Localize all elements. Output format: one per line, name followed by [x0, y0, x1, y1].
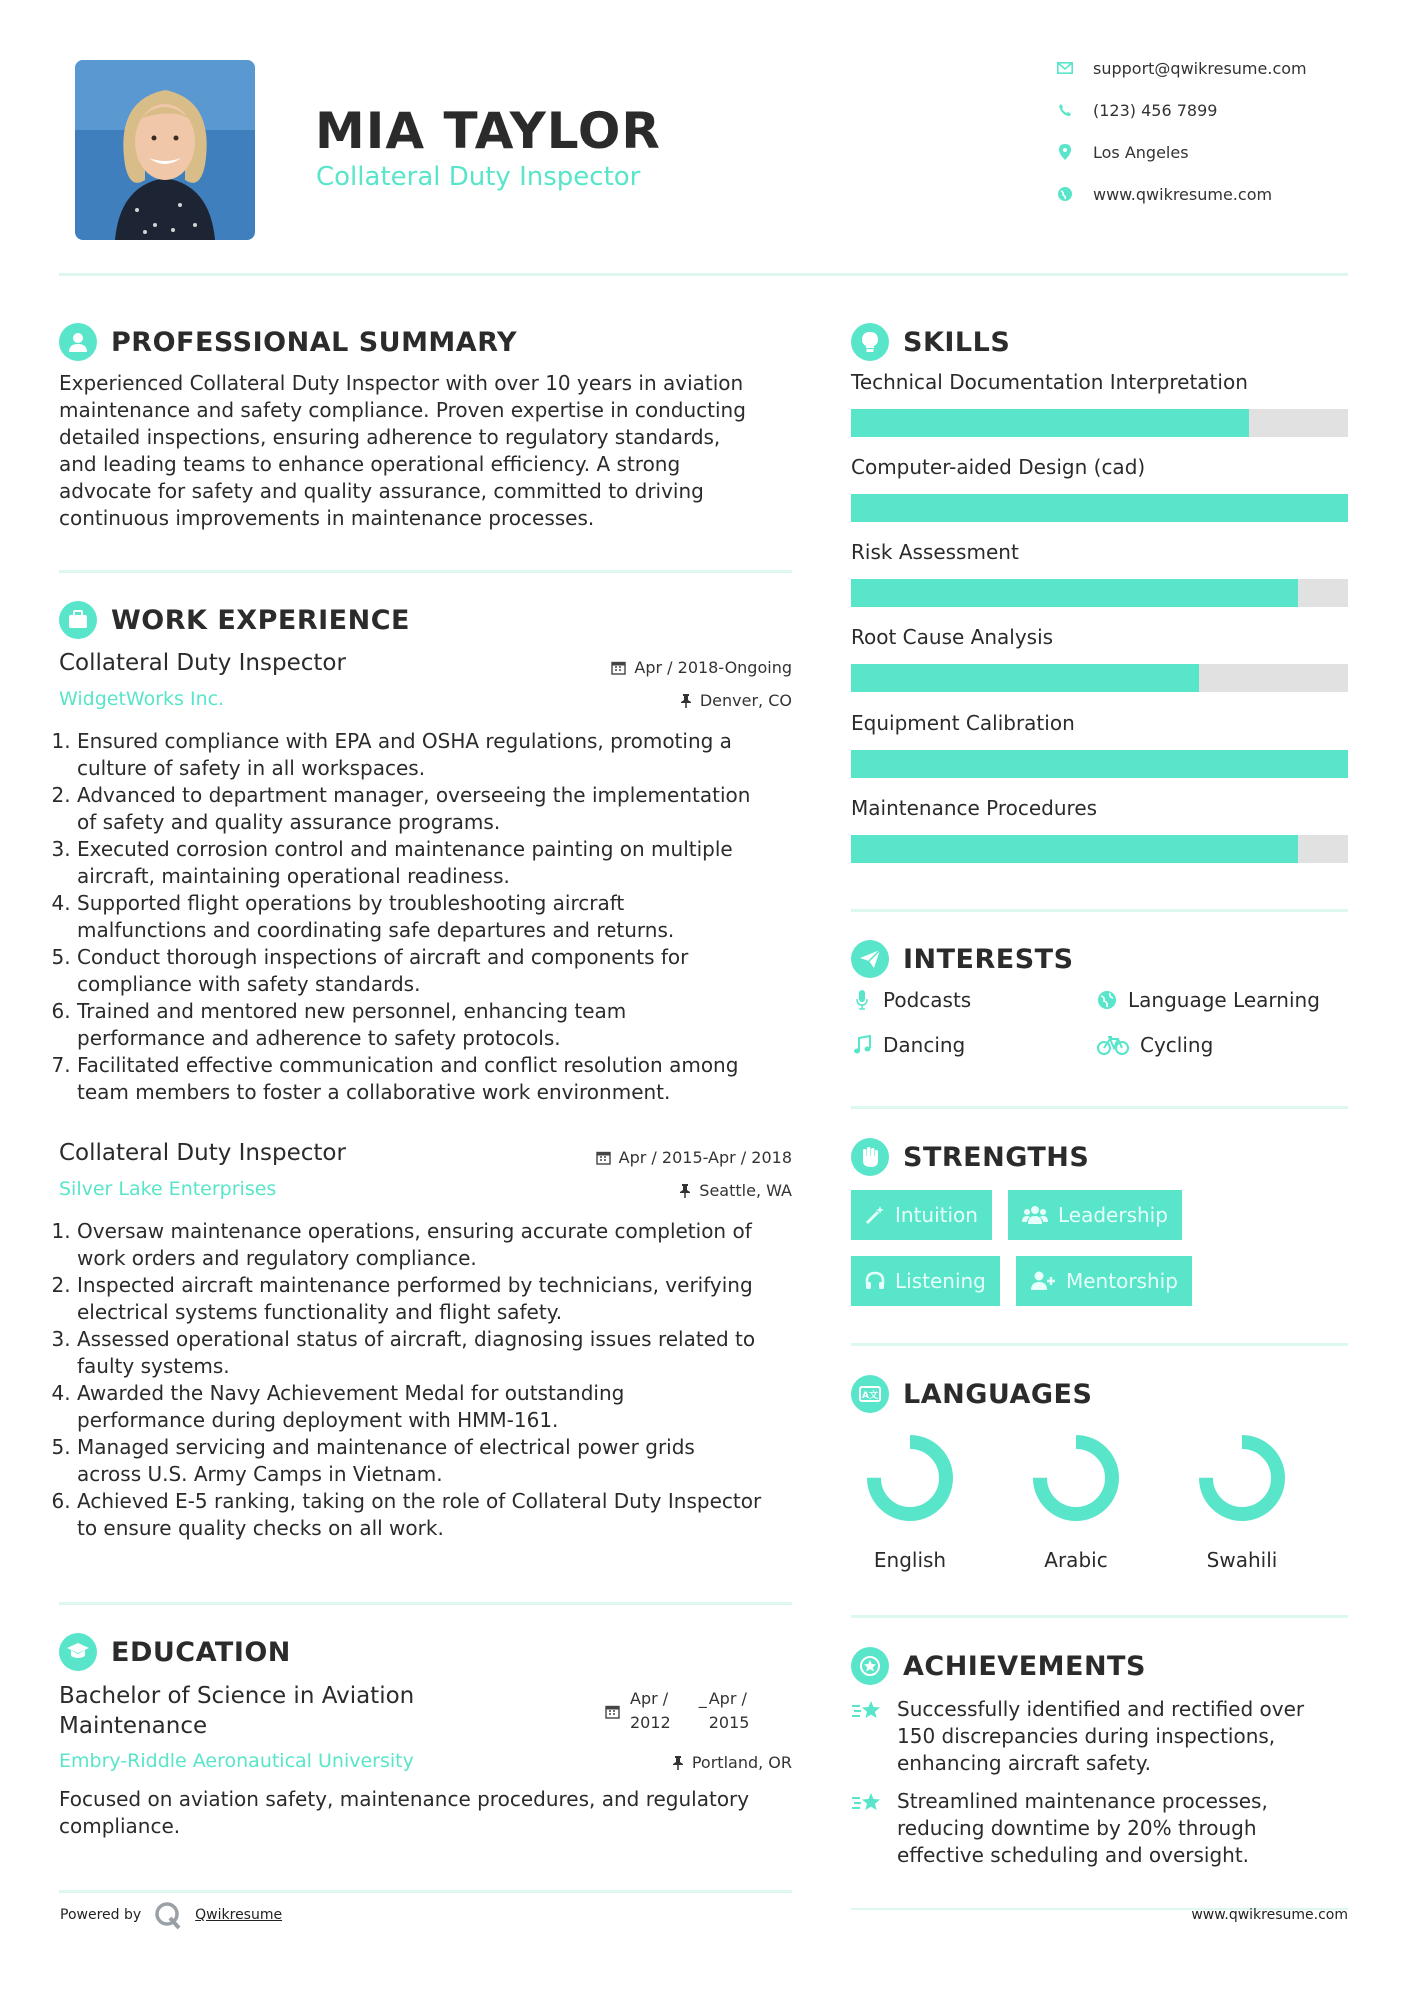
- microphone-icon: [851, 990, 873, 1010]
- job-1-location-text: Denver, CO: [699, 691, 792, 710]
- language-level-arc: [1040, 1442, 1112, 1514]
- contact-phone[interactable]: [1055, 100, 1217, 120]
- list-item: 7. Facilitated effective communication and conflict resolution among team members to foster a collaborative work environment.: [77, 1052, 799, 1106]
- list-item: 4. Supported flight operations by troubleshooting aircraft malfunctions and coordinating safe departures and returns.: [77, 890, 799, 944]
- bicycle-icon: [1096, 1035, 1130, 1055]
- interests-heading-label: INTERESTS: [903, 943, 1074, 975]
- language-item: [1187, 1428, 1297, 1572]
- language-card-icon: [851, 1375, 889, 1413]
- shooting-star-icon: [851, 1788, 885, 1869]
- job-2-date-text: Apr / 2015-Apr / 2018: [618, 1148, 792, 1167]
- skill-name: Technical Documentation Interpretation: [851, 370, 1248, 394]
- job-1-bullets: [59, 728, 799, 1106]
- graduation-cap-icon: [59, 1633, 97, 1671]
- paper-plane-icon: [851, 940, 889, 978]
- star-badge-icon: [851, 1647, 889, 1685]
- list-item: 4. Awarded the Navy Achievement Medal for outstanding performance during deployment with HMM-161.: [77, 1380, 799, 1434]
- footer-powered-by: [60, 1900, 282, 1930]
- summary-line: advocate for safety and quality assurance, committed to driving: [59, 479, 704, 503]
- education-school: Embry-Riddle Aeronautical University: [59, 1750, 414, 1772]
- list-item: 1. Ensured compliance with EPA and OSHA regulations, promoting a culture of safety in all workspaces.: [77, 728, 799, 782]
- summary-line: detailed inspections, ensuring adherence to regulatory standards,: [59, 425, 721, 449]
- achievement-text: Streamlined maintenance processes, reducing downtime by 20% through effective scheduling and oversight.: [897, 1789, 1268, 1867]
- pushpin-icon: [679, 1184, 691, 1198]
- strength-tag: [1008, 1190, 1182, 1240]
- strength-tag: [851, 1256, 1000, 1306]
- skill-bar-fill: [851, 664, 1199, 692]
- language-level-ring: [1192, 1428, 1292, 1528]
- globe-icon: [1096, 990, 1118, 1010]
- strength-label: Leadership: [1058, 1203, 1168, 1227]
- job-1-date: [611, 658, 792, 677]
- education-heading: [59, 1633, 291, 1671]
- qwikresume-logo-icon: [153, 1900, 183, 1930]
- interest-label: Cycling: [1140, 1033, 1214, 1057]
- calendar-icon: [611, 660, 626, 675]
- experience-divider: [59, 1602, 792, 1605]
- language-name: English: [873, 1548, 947, 1572]
- language-level-ring: [1026, 1428, 1126, 1528]
- skills-heading-label: SKILLS: [903, 326, 1011, 358]
- contact-phone-text: (123) 456 7899: [1093, 100, 1218, 120]
- calendar-icon: [596, 1150, 611, 1165]
- education-location-text: Portland, OR: [691, 1753, 792, 1772]
- users-icon: [1022, 1205, 1048, 1225]
- summary-line: continuous improvements in maintenance processes.: [59, 506, 595, 530]
- education-start: Apr / 2012: [630, 1689, 671, 1732]
- education-divider: [59, 1890, 792, 1893]
- language-level-ring: [860, 1428, 960, 1528]
- contact-website[interactable]: [1055, 184, 1272, 204]
- achievements-heading-label: ACHIEVEMENTS: [903, 1650, 1146, 1682]
- job-2-location-text: Seattle, WA: [699, 1181, 792, 1200]
- pushpin-icon: [672, 1756, 684, 1770]
- summary-heading: [59, 323, 517, 361]
- education-description-line: Focused on aviation safety, maintenance procedures, and regulatory: [59, 1787, 750, 1811]
- job-1-company: WidgetWorks Inc.: [59, 688, 225, 710]
- skill-name: Root Cause Analysis: [851, 625, 1054, 649]
- list-item: 3. Assessed operational status of aircraft, diagnosing issues related to faulty systems.: [77, 1326, 799, 1380]
- strength-tag: [851, 1190, 992, 1240]
- list-item: 1. Oversaw maintenance operations, ensuring accurate completion of work orders and regulatory compliance.: [77, 1218, 799, 1272]
- skill-name: Computer-aided Design (cad): [851, 455, 1146, 479]
- phone-icon: [1055, 100, 1075, 120]
- profile-photo: [75, 60, 255, 240]
- strengths-divider: [851, 1343, 1348, 1346]
- education-dates: [605, 1687, 749, 1735]
- skill-bar: [851, 750, 1348, 778]
- powered-by-label: Powered by: [60, 1907, 142, 1923]
- job-2-date: [596, 1148, 792, 1167]
- headphones-icon: [865, 1271, 885, 1291]
- candidate-name: MIA TAYLOR: [315, 102, 661, 160]
- job-1-title: Collateral Duty Inspector: [59, 650, 346, 676]
- interest-label: Dancing: [883, 1033, 966, 1057]
- job-2-title: Collateral Duty Inspector: [59, 1140, 346, 1166]
- language-item: [855, 1428, 965, 1572]
- interest-item: [1096, 988, 1320, 1012]
- summary-line: Experienced Collateral Duty Inspector with over 10 years in aviation: [59, 371, 744, 395]
- achievement-item: [851, 1696, 1304, 1777]
- strength-label: Listening: [895, 1269, 986, 1293]
- education-location: [672, 1753, 792, 1772]
- contact-location-text: Los Angeles: [1093, 142, 1189, 162]
- location-pin-icon: [1055, 142, 1075, 162]
- interest-label: Language Learning: [1128, 988, 1320, 1012]
- summary-divider: [59, 570, 792, 573]
- strength-label: Mentorship: [1066, 1269, 1178, 1293]
- job-2-location: [679, 1181, 792, 1200]
- skill-bar-fill: [851, 494, 1348, 522]
- summary-line: maintenance and safety compliance. Proven expertise in conducting: [59, 398, 746, 422]
- education-heading-label: EDUCATION: [111, 1636, 291, 1668]
- skill-bar: [851, 835, 1348, 863]
- languages-heading-label: LANGUAGES: [903, 1378, 1093, 1410]
- contact-location: [1055, 142, 1189, 162]
- skill-bar-fill: [851, 579, 1298, 607]
- user-icon: [59, 323, 97, 361]
- strengths-heading-label: STRENGTHS: [903, 1141, 1090, 1173]
- language-level-arc: [1206, 1442, 1278, 1514]
- skill-bar-fill: [851, 409, 1249, 437]
- language-level-arc: [874, 1442, 946, 1514]
- achievement-item: [851, 1788, 1268, 1869]
- skill-bar: [851, 409, 1348, 437]
- strength-tag: [1016, 1256, 1192, 1306]
- skill-bar: [851, 494, 1348, 522]
- job-2-company: Silver Lake Enterprises: [59, 1178, 277, 1200]
- contact-website-text: www.qwikresume.com: [1093, 184, 1273, 204]
- summary-heading-label: PROFESSIONAL SUMMARY: [111, 326, 518, 358]
- music-note-icon: [851, 1035, 873, 1055]
- achievement-text: Successfully identified and rectified over 150 discrepancies during inspections, enhancing aircraft safety.: [897, 1697, 1305, 1775]
- interest-item: [1096, 1033, 1213, 1057]
- contact-email[interactable]: [1055, 58, 1307, 78]
- header-divider: [59, 273, 1348, 276]
- lightbulb-icon: [851, 323, 889, 361]
- list-item: 6. Achieved E-5 ranking, taking on the role of Collateral Duty Inspector to ensure quality checks on all work.: [77, 1488, 799, 1542]
- achievements-heading: [851, 1647, 1146, 1685]
- svg-text:A文: A文: [862, 1391, 878, 1401]
- list-item: 5. Managed servicing and maintenance of electrical power grids across U.S. Army Camps in Vietnam.: [77, 1434, 799, 1488]
- skill-bar: [851, 579, 1348, 607]
- skills-divider: [851, 909, 1348, 912]
- skills-heading: [851, 323, 1010, 361]
- experience-heading-label: WORK EXPERIENCE: [111, 604, 410, 636]
- education-description: [59, 1786, 749, 1840]
- list-item: 2. Advanced to department manager, overseeing the implementation of safety and quality assurance programs.: [77, 782, 799, 836]
- fist-icon: [851, 1138, 889, 1176]
- skill-bar-fill: [851, 750, 1348, 778]
- education-degree: [59, 1681, 414, 1741]
- list-item: 2. Inspected aircraft maintenance performed by technicians, verifying electrical systems functionality and flight safety.: [77, 1272, 799, 1326]
- footer-url[interactable]: www.qwikresume.com: [1191, 1907, 1348, 1923]
- interest-item: [851, 988, 971, 1012]
- languages-heading: [851, 1375, 1092, 1413]
- degree-line: Bachelor of Science in Aviation: [59, 1683, 415, 1709]
- list-item: 6. Trained and mentored new personnel, enhancing team performance and adherence to safety protocols.: [77, 998, 799, 1052]
- interest-label: Podcasts: [883, 988, 972, 1012]
- magic-wand-icon: [865, 1205, 885, 1225]
- qwikresume-link[interactable]: Qwikresume: [195, 1907, 283, 1923]
- job-2-bullets: [59, 1218, 799, 1542]
- skill-name: Equipment Calibration: [851, 711, 1075, 735]
- languages-divider: [851, 1615, 1348, 1618]
- interests-divider: [851, 1106, 1348, 1109]
- education-description-line: compliance.: [59, 1814, 181, 1838]
- job-1-location: [680, 691, 792, 710]
- briefcase-icon: [59, 601, 97, 639]
- pushpin-icon: [680, 694, 692, 708]
- list-item: 5. Conduct thorough inspections of aircraft and components for compliance with safety standards.: [77, 944, 799, 998]
- shooting-star-icon: [851, 1696, 885, 1777]
- job-1-date-text: Apr / 2018-Ongoing: [634, 658, 792, 677]
- language-name: Swahili: [1206, 1548, 1278, 1572]
- language-name: Arabic: [1044, 1548, 1108, 1572]
- email-icon: [1055, 58, 1075, 78]
- strength-label: Intuition: [895, 1203, 978, 1227]
- education-end: Apr / 2015: [708, 1689, 750, 1732]
- calendar-icon: [605, 1704, 620, 1719]
- user-plus-icon: [1030, 1271, 1056, 1291]
- skill-bar: [851, 664, 1348, 692]
- skill-bar-fill: [851, 835, 1298, 863]
- language-item: [1021, 1428, 1131, 1572]
- candidate-title: Collateral Duty Inspector: [316, 162, 641, 192]
- experience-heading: [59, 601, 410, 639]
- strengths-heading: [851, 1138, 1089, 1176]
- summary-line: and leading teams to enhance operational efficiency. A strong: [59, 452, 681, 476]
- degree-line: Maintenance: [59, 1713, 208, 1739]
- interest-item: [851, 1033, 965, 1057]
- summary-text: [59, 370, 746, 532]
- list-item: 3. Executed corrosion control and maintenance painting on multiple aircraft, maintaining operational readiness.: [77, 836, 799, 890]
- skill-name: Risk Assessment: [851, 540, 1019, 564]
- interests-heading: [851, 940, 1074, 978]
- education-date-separator: _: [698, 1689, 707, 1708]
- globe-icon: [1055, 184, 1075, 204]
- skill-name: Maintenance Procedures: [851, 796, 1098, 820]
- contact-email-text: support@qwikresume.com: [1093, 58, 1307, 78]
